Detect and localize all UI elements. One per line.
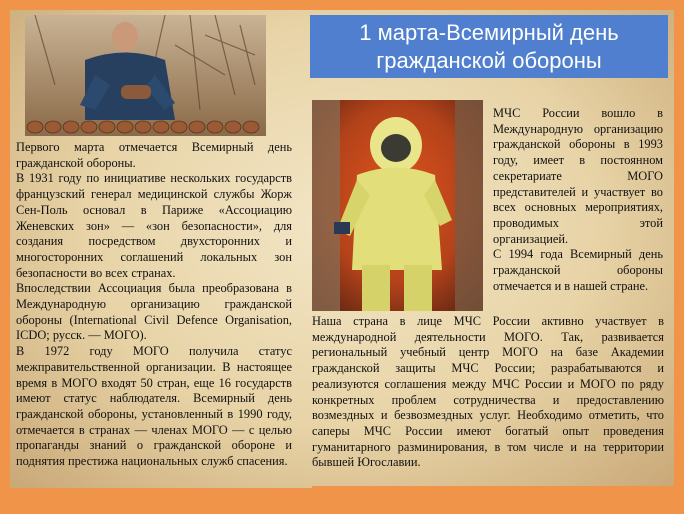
orange-bottom-band <box>312 486 674 504</box>
hazmat-photo-illustration <box>312 100 483 311</box>
title-line-2: гражданской обороны <box>376 47 602 73</box>
right-paragraph-1: МЧС России вошло в Международную организацию гражданской обороны в 1993 году, имеет в постоянном секретариате МОГО представителей и участвует во всех основных мероприятиях, проводимых этой организацией. <box>493 106 663 246</box>
left-paragraph-3: Впоследствии Ассоциация была преобразована в Международную организацию гражданской обороны (International Civil Defence Organisation, ICDO; русск. — МОГО). <box>16 281 292 343</box>
title-banner <box>310 15 668 78</box>
bottom-text-block <box>312 314 664 471</box>
left-paragraph-1: Первого марта отмечается Всемирный день гражданской обороны. <box>16 140 292 170</box>
left-text-column <box>16 140 292 470</box>
left-paragraph-4: В 1972 году МОГО получила статус межправительственной организации. В настоящее время в МОГО входят 50 стран, еще 16 государств имеют статус наблюдателя. Всемирный день гражданской обороны, установленный в 1990 году, отмечается в странах — членах МОГО — с целью пропаганды знаний о гражданской обороне и поднятия престижа национальных служб спасения. <box>16 344 292 469</box>
right-text-column <box>493 106 663 294</box>
title-line-1: 1 марта-Всемирный день <box>359 19 619 45</box>
rescuer-photo-illustration <box>25 15 266 136</box>
left-paragraph-2: В 1931 году по инициативе нескольких государств французский генерал медицинской службы Жорж Сен-Поль основал в Париже «Ассоциацию Женевских зон» — «зон безопасности», для создания посредством двухсторонних и многосторонних соглашений локальных зон безопасности во всех странах. <box>16 171 292 280</box>
right-paragraph-2: С 1994 года Всемирный день гражданской обороны отмечается и в нашей стране. <box>493 247 663 293</box>
photo-rescuer-with-shells <box>25 15 266 136</box>
bottom-paragraph: Наша страна в лице МЧС России активно участвует в международной деятельности МОГО. Так, развивается региональный учебный центр МОГО на базе Академии гражданской защиты МЧС России; разрабатываются и реализуются соглашения между МЧС России и МОГО по ряду конкретных проблем сотрудничества и предоставлению возмездных и безвозмездных услуг. Необходимо отметить, что саперы МЧС России имеют богатый опыт проведения гуманитарного разминирования, в том числе и на территории бывшей Югославии. <box>312 314 664 470</box>
photo-hazmat-suit <box>312 100 483 311</box>
